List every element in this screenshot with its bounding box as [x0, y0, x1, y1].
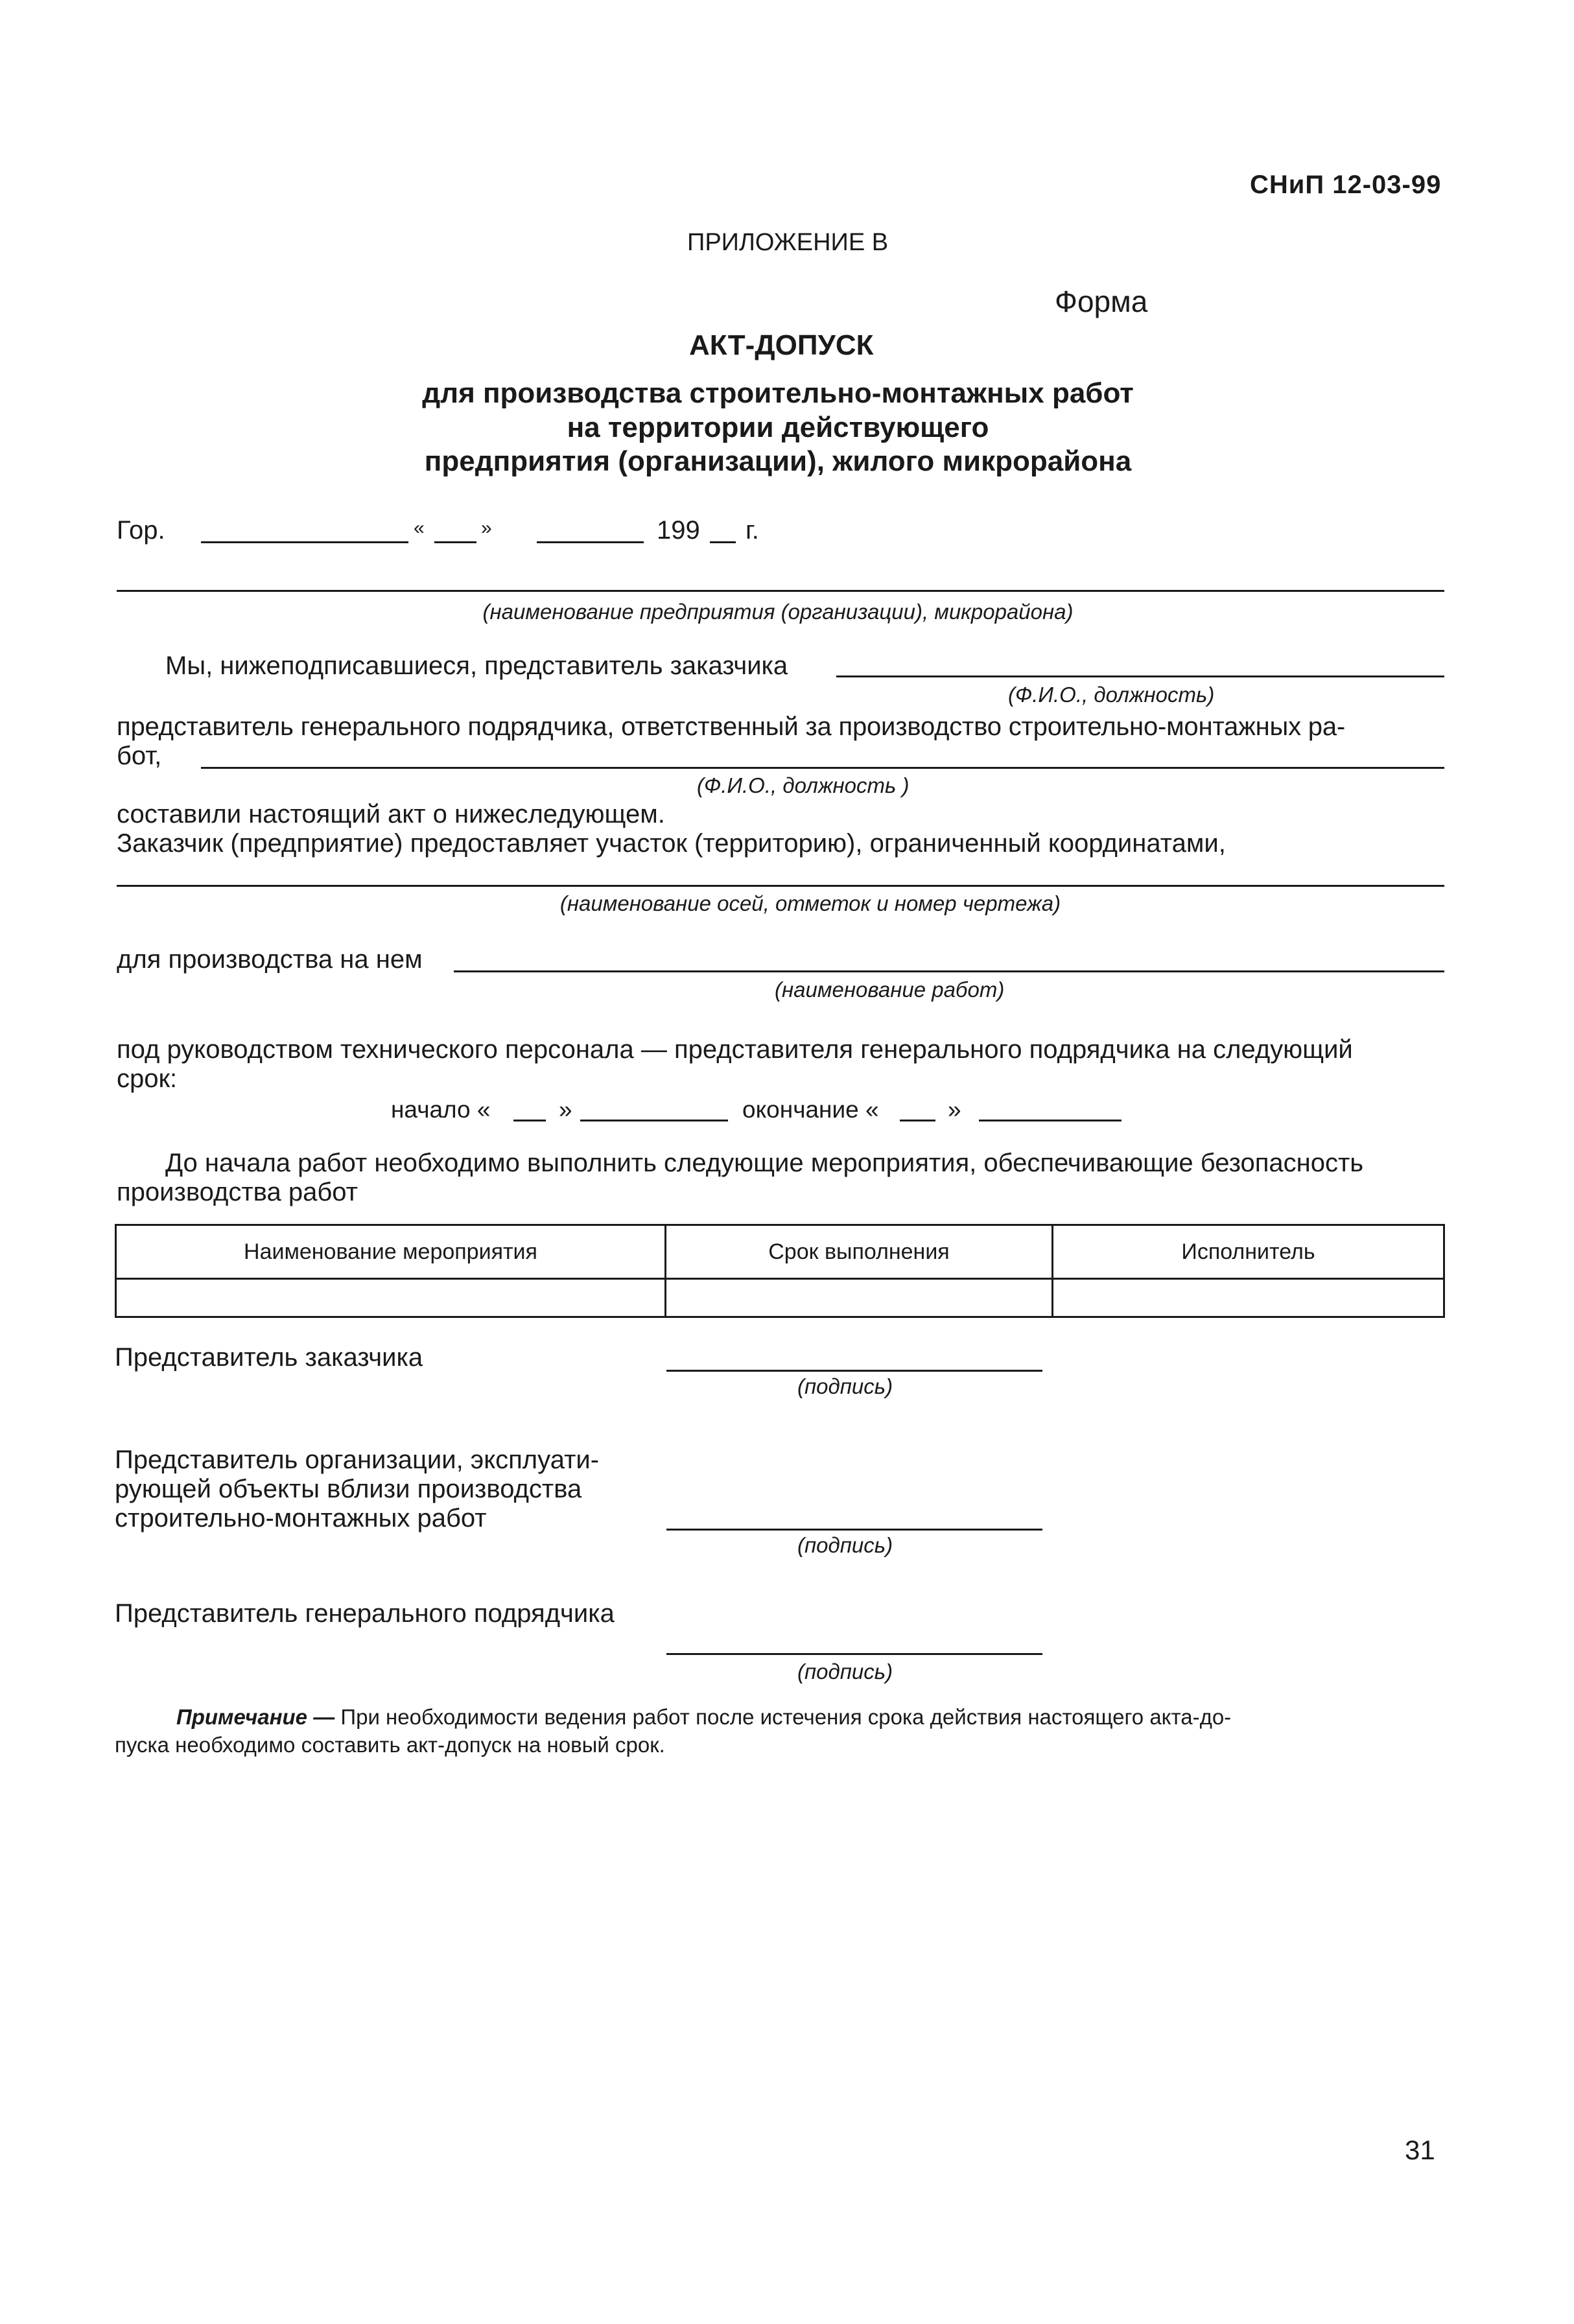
act-subtitle-line-3: предприятия (организации), жилого микрорайона — [424, 445, 1132, 477]
signature-customer-field[interactable] — [666, 1370, 1042, 1372]
works-caption: (наименование работ) — [775, 978, 1005, 1002]
axes-field[interactable] — [117, 885, 1444, 887]
end-close-quote: » — [948, 1096, 961, 1123]
start-close-quote: » — [559, 1096, 572, 1123]
fio-caption-1: (Ф.И.О., должность) — [1008, 683, 1215, 707]
signature-customer-label: Представитель заказчика — [115, 1343, 423, 1372]
signature-customer-caption: (подпись) — [797, 1374, 893, 1398]
supervision-text-2: срок: — [117, 1064, 178, 1093]
note-label: Примечание — — [176, 1705, 335, 1729]
form-label: Форма — [1055, 285, 1148, 318]
customer-rep-field[interactable] — [836, 675, 1444, 677]
enterprise-field[interactable] — [117, 590, 1444, 592]
signature-operator-field[interactable] — [666, 1529, 1042, 1531]
open-quote: « — [414, 517, 425, 539]
table-cell-deadline[interactable] — [666, 1280, 1051, 1316]
table-cell-measure[interactable] — [117, 1280, 664, 1316]
customer-provides-text: Заказчик (предприятие) предоставляет участок (территорию), ограниченный координатами, — [117, 829, 1226, 858]
enterprise-caption: (наименование предприятия (организации), микрорайона) — [482, 600, 1074, 624]
works-field[interactable] — [454, 970, 1444, 972]
contractor-rep-text-2: бот, — [117, 742, 162, 770]
end-month-field[interactable] — [979, 1120, 1122, 1121]
measures-text-2: производства работ — [117, 1178, 358, 1206]
page-number: 31 — [1405, 2135, 1435, 2165]
appendix-label: ПРИЛОЖЕНИЕ В — [687, 229, 889, 256]
act-title: АКТ-ДОПУСК — [689, 329, 874, 361]
note-line-2: пуска необходимо составить акт-допуск на новый срок. — [115, 1733, 665, 1757]
signature-operator-label-3: строительно-монтажных работ — [115, 1504, 487, 1532]
city-label: Гор. — [117, 516, 165, 545]
end-label: окончание « — [742, 1096, 879, 1123]
signature-contractor-field[interactable] — [666, 1653, 1042, 1655]
year-prefix: 199 — [657, 516, 700, 545]
table-header-executor: Исполнитель — [1181, 1239, 1315, 1264]
fio-caption-2: (Ф.И.О., должность ) — [697, 773, 910, 797]
act-subtitle-line-2: на территории действующего — [567, 412, 989, 443]
table-header-measure: Наименование мероприятия — [244, 1239, 537, 1264]
signature-contractor-label: Представитель генерального подрядчика — [115, 1599, 615, 1628]
start-label: начало « — [391, 1096, 491, 1123]
note-line-1 — [176, 1705, 1231, 1730]
month-field[interactable] — [537, 541, 644, 543]
start-month-field[interactable] — [580, 1120, 728, 1121]
document-code: СНиП 12-03-99 — [1250, 170, 1442, 199]
year-suffix: г. — [746, 516, 759, 545]
act-subtitle-line-1: для производства строительно-монтажных работ — [422, 377, 1134, 409]
city-field[interactable] — [201, 541, 408, 543]
year-field[interactable] — [710, 541, 736, 543]
close-quote: » — [481, 517, 492, 539]
signature-operator-caption: (подпись) — [797, 1533, 893, 1557]
note-text-1: При необходимости ведения работ после истечения срока действия настоящего акта-до- — [335, 1705, 1232, 1729]
drawn-up-text: составили настоящий акт о нижеследующем. — [117, 800, 665, 828]
contractor-rep-field[interactable] — [201, 767, 1444, 769]
signature-operator-label-2: рующей объекты вблизи производства — [115, 1475, 582, 1503]
end-day-field[interactable] — [900, 1120, 935, 1121]
table-cell-executor[interactable] — [1053, 1280, 1443, 1316]
start-day-field[interactable] — [513, 1120, 546, 1121]
measures-table — [115, 1224, 1445, 1318]
supervision-text-1: под руководством технического персонала — представителя генерального подрядчика на следующий — [117, 1035, 1353, 1064]
table-header-deadline: Срок выполнения — [768, 1239, 950, 1264]
axes-caption: (наименование осей, отметок и номер чертежа) — [559, 891, 1061, 915]
signature-contractor-caption: (подпись) — [797, 1660, 893, 1684]
contractor-rep-text-1: представитель генерального подрядчика, ответственный за производство строительно-монтажных ра- — [117, 712, 1345, 741]
measures-text-1: До начала работ необходимо выполнить следующие мероприятия, обеспечивающие безопасность — [165, 1149, 1364, 1177]
customer-rep-text: Мы, нижеподписавшиеся, представитель заказчика — [165, 651, 788, 680]
day-field[interactable] — [434, 541, 476, 543]
for-production-text: для производства на нем — [117, 945, 423, 974]
signature-operator-label-1: Представитель организации, эксплуати- — [115, 1446, 600, 1474]
